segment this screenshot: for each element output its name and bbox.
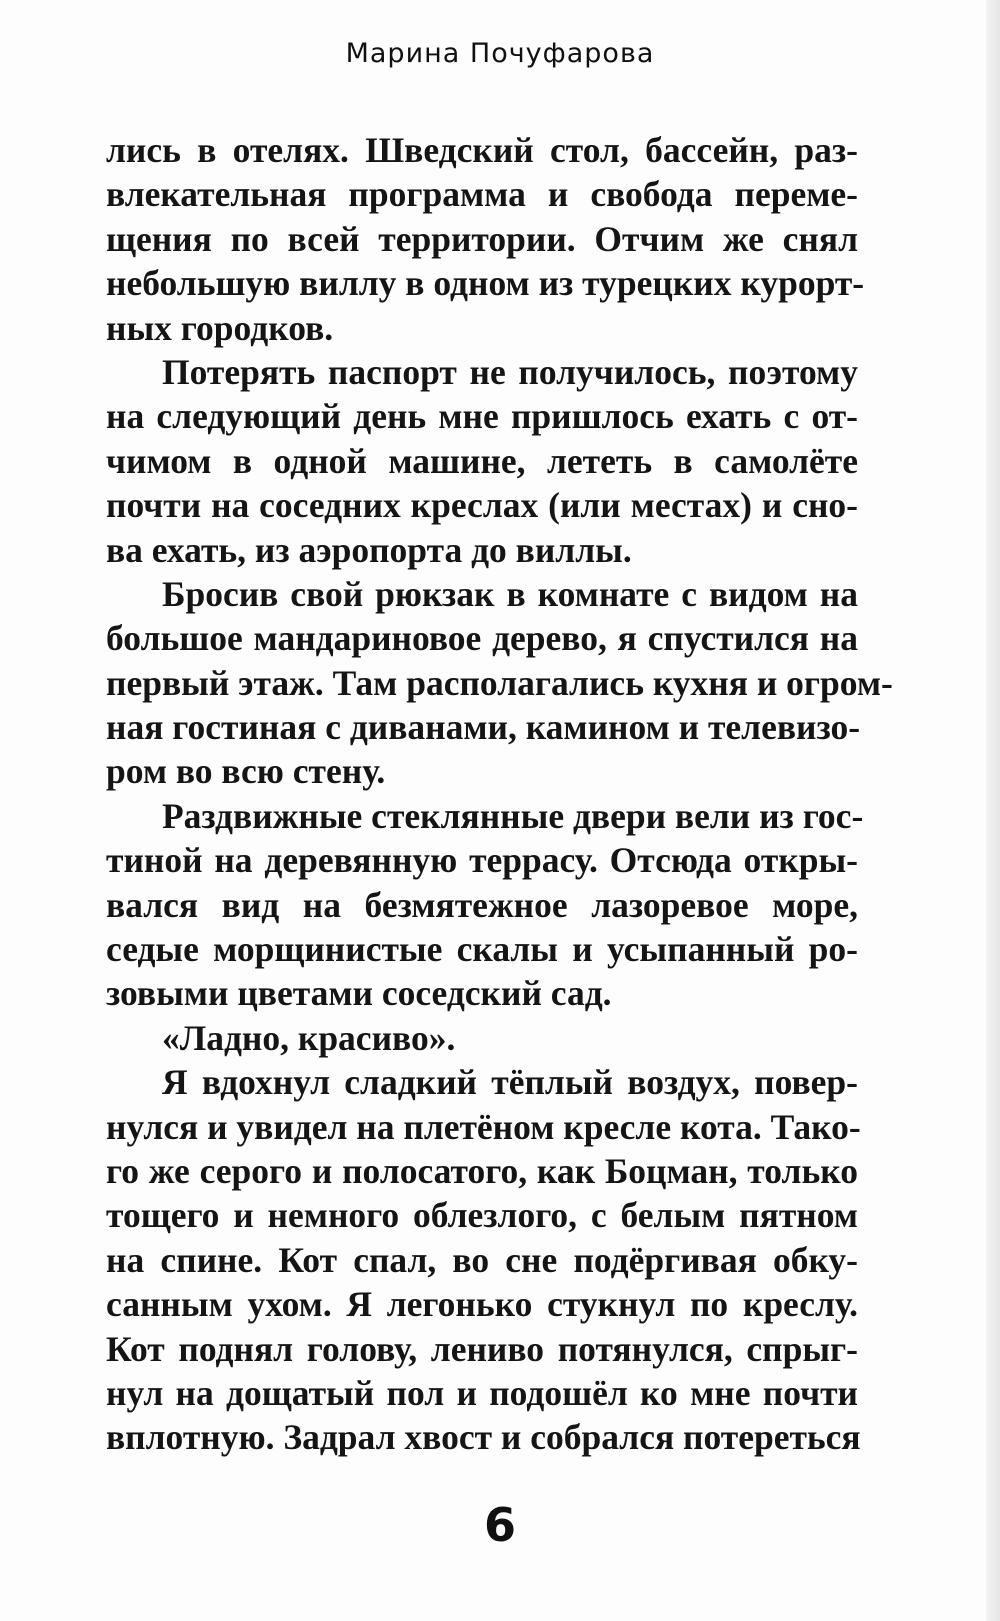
paragraph bbox=[106, 128, 865, 350]
text-line: тощего и немного облезлого, с белым пятном bbox=[106, 1195, 858, 1236]
text-line: «Ладно, красиво». bbox=[162, 1017, 456, 1058]
text-line: седые морщинистые скалы и усыпанный ро- bbox=[106, 929, 858, 970]
text-line: большое мандариновое дерево, я спустился на bbox=[106, 618, 858, 659]
text-line: на спине. Кот спал, во сне подёргивая обку- bbox=[106, 1239, 858, 1280]
page-number: 6 bbox=[483, 1498, 516, 1552]
text-line: щения по всей территории. Отчим же снял bbox=[106, 218, 858, 259]
text-line: Бросив свой рюкзак в комнате с видом на bbox=[162, 573, 858, 614]
text-line: нул на дощатый пол и подошёл ко мне почти bbox=[106, 1372, 858, 1413]
text-line: ных городков. bbox=[106, 307, 334, 348]
paragraph bbox=[106, 794, 864, 1016]
text-line: ва ехать, из аэропорта до виллы. bbox=[106, 529, 632, 570]
text-line: зовыми цветами соседский сад. bbox=[106, 973, 612, 1014]
paragraph bbox=[106, 1016, 858, 1060]
page-edge-shadow bbox=[986, 0, 1000, 1621]
text-line: го же серого и полосатого, как Боцман, только bbox=[106, 1150, 858, 1191]
text-line: Кот поднял голову, лениво потянулся, спрыг- bbox=[106, 1328, 858, 1369]
text-line: тиной на деревянную террасу. Отсюда откры- bbox=[106, 840, 858, 881]
text-line: нулся и увидел на плетёном кресле кота. Тако- bbox=[106, 1106, 861, 1147]
paragraph bbox=[106, 1060, 861, 1460]
text-line: вался вид на безмятежное лазоревое море, bbox=[106, 884, 858, 925]
body-text bbox=[106, 128, 893, 1460]
text-line: чимом в одной машине, лететь в самолёте bbox=[106, 440, 858, 481]
text-line: ная гостиная с диванами, камином и телевизо- bbox=[106, 707, 861, 748]
text-line: небольшую виллу в одном из турецких курорт- bbox=[106, 263, 865, 304]
running-header-author: Марина Почуфарова bbox=[345, 38, 655, 69]
text-line: Раздвижные стеклянные двери вели из гос- bbox=[162, 795, 864, 836]
text-line: почти на соседних креслах (или местах) и сно- bbox=[106, 485, 858, 526]
text-line: на следующий день мне пришлось ехать с от- bbox=[106, 396, 858, 437]
text-line: Я вдохнул сладкий тёплый воздух, повер- bbox=[162, 1062, 858, 1103]
text-line: вплотную. Задрал хвост и собрался потереться bbox=[106, 1417, 861, 1458]
text-line: первый этаж. Там располагались кухня и огром- bbox=[106, 662, 893, 703]
text-line: Потерять паспорт не получилось, поэтому bbox=[162, 351, 858, 392]
paragraph bbox=[106, 350, 858, 572]
paragraph bbox=[106, 572, 893, 794]
text-line: влекательная программа и свобода переме- bbox=[106, 174, 858, 215]
text-line: ром во всю стену. bbox=[106, 751, 386, 792]
text-line: лись в отелях. Шведский стол, бассейн, раз- bbox=[106, 130, 858, 170]
text-line: санным ухом. Я легонько стукнул по креслу. bbox=[106, 1284, 858, 1325]
